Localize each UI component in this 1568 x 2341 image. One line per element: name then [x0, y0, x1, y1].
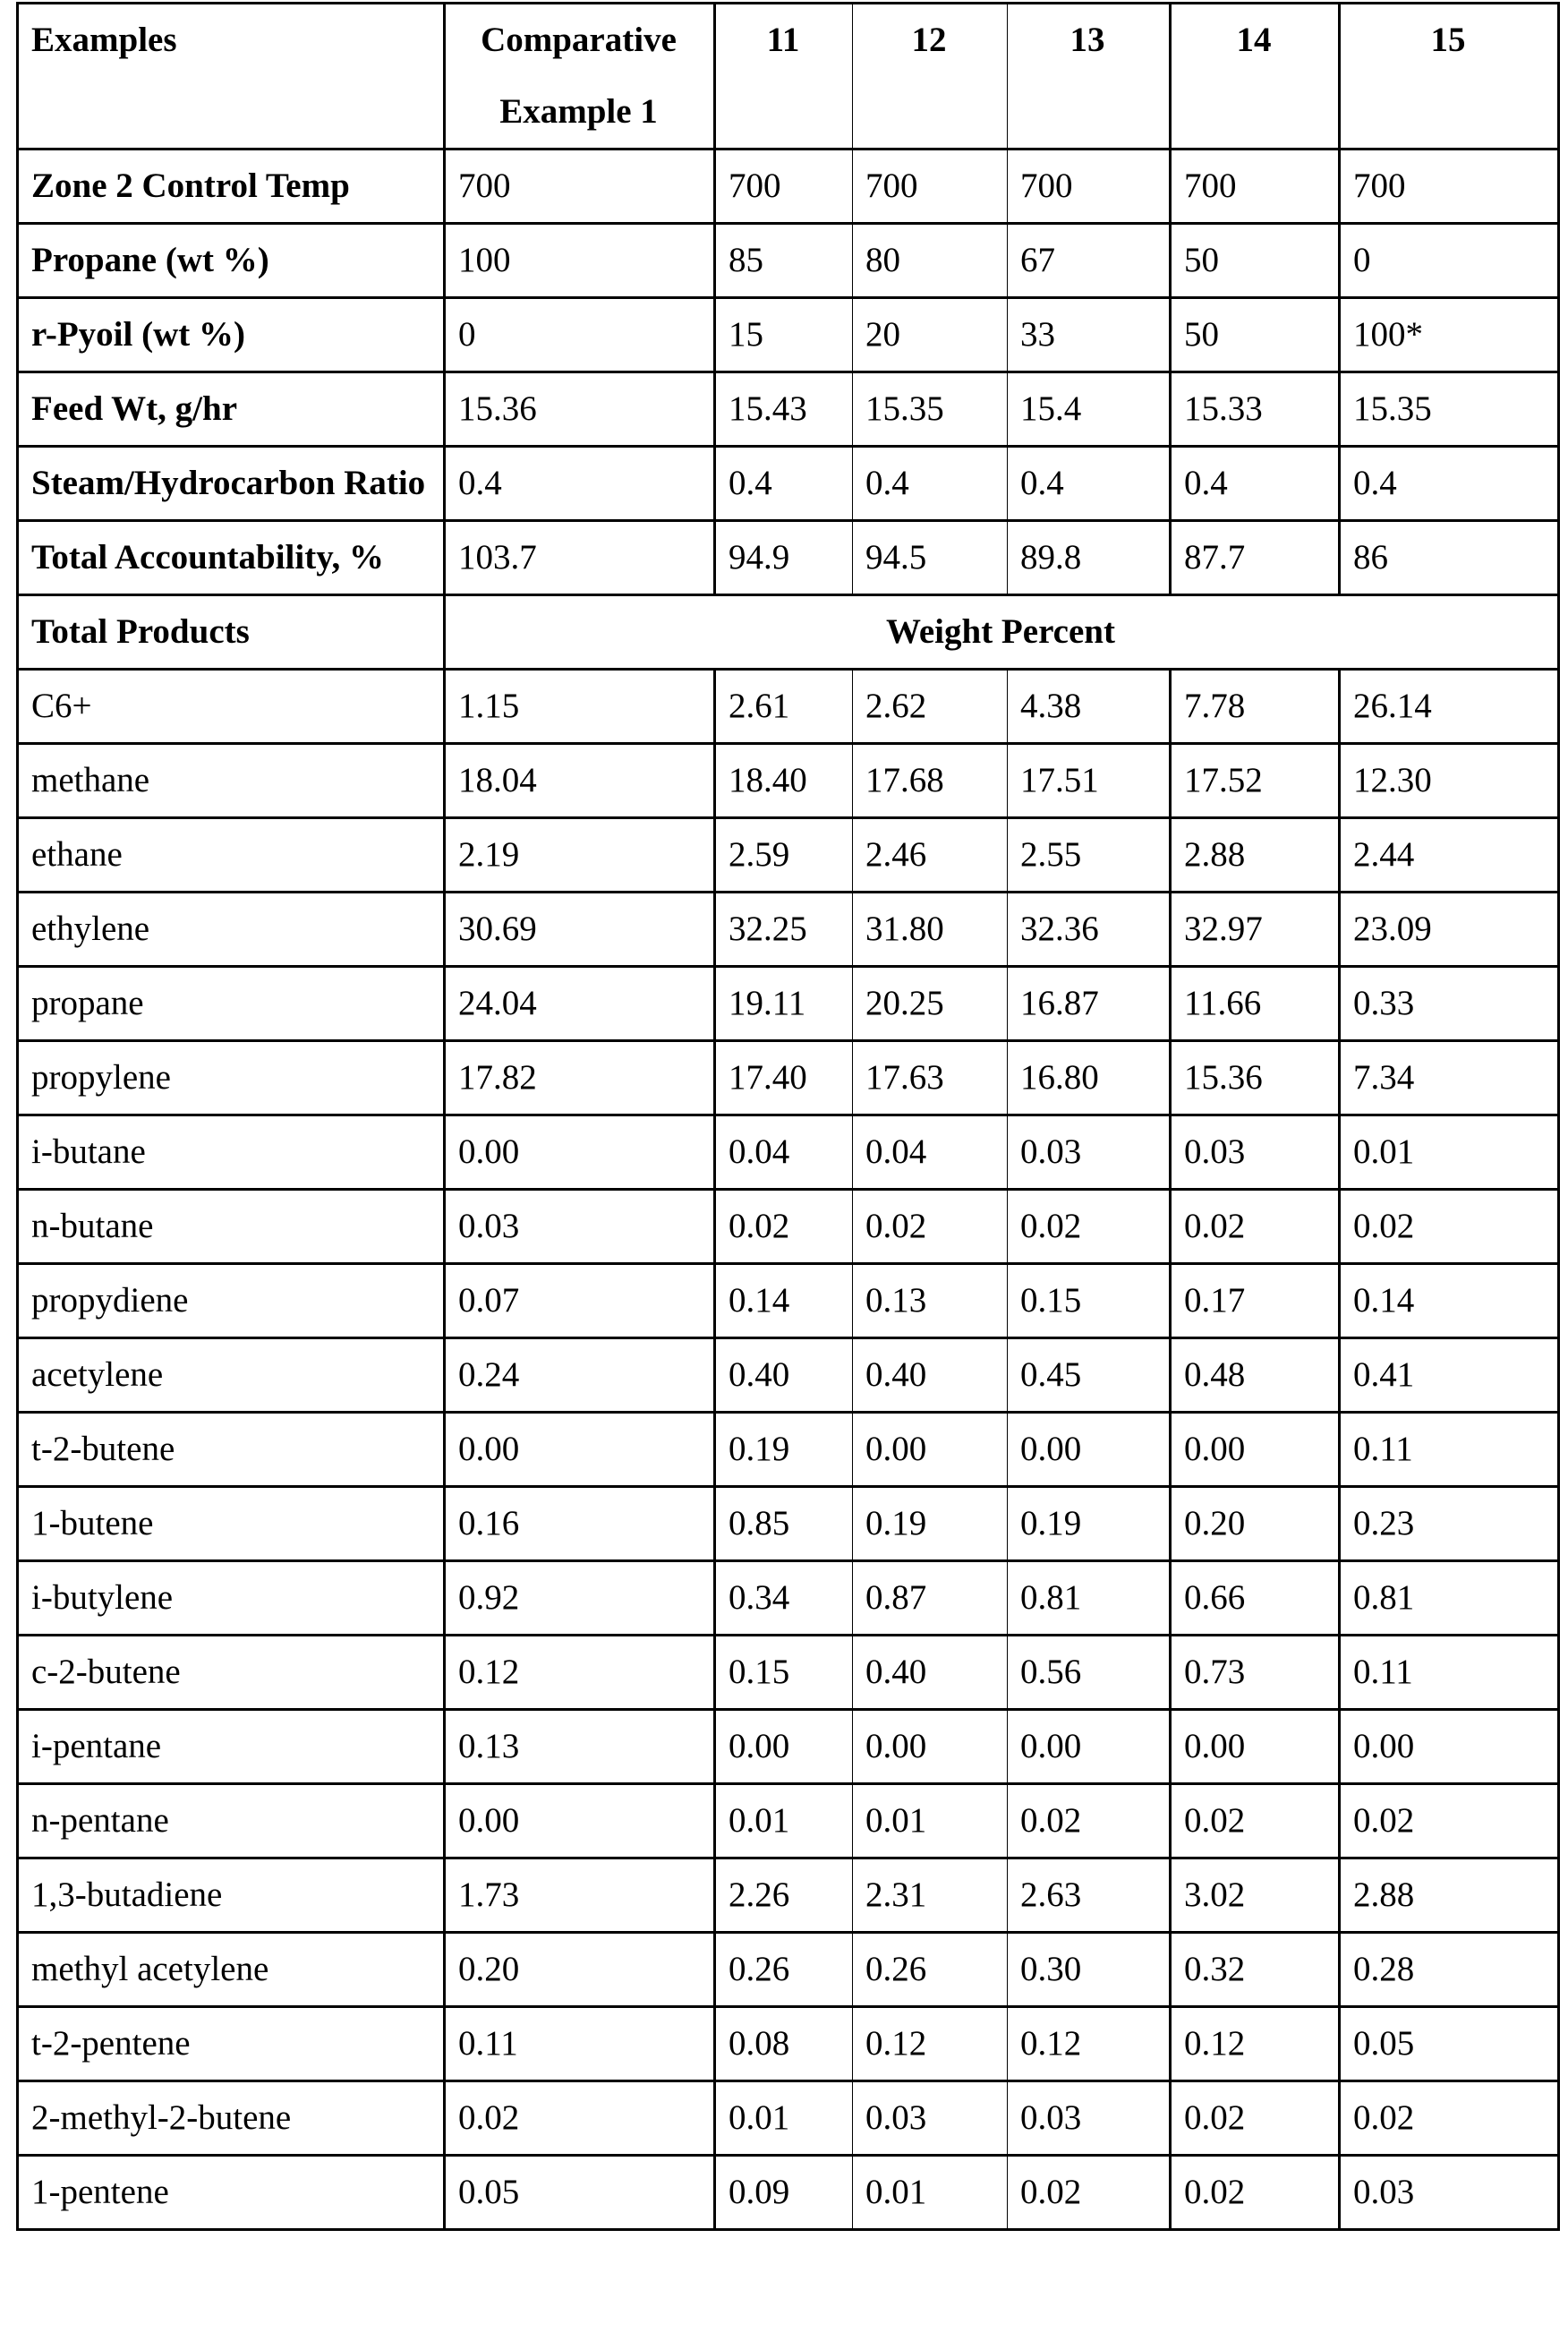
- table-body: [18, 4, 1559, 2230]
- table-row: [18, 818, 1559, 893]
- header-row: [18, 4, 1559, 150]
- cell-value: 16.87: [1008, 967, 1171, 1041]
- cell-value: 0.04: [853, 1115, 1008, 1190]
- column-header: 15: [1340, 4, 1559, 150]
- cell-value: 87.7: [1171, 521, 1340, 595]
- cell-value: 32.97: [1171, 893, 1340, 967]
- cell-value: 0.12: [853, 2007, 1008, 2081]
- cell-value: 0.11: [445, 2007, 715, 2081]
- product-name: 1,3-butadiene: [18, 1858, 445, 1933]
- cell-value: 15: [715, 298, 853, 372]
- condition-row: [18, 298, 1559, 372]
- cell-value: 0.4: [445, 447, 715, 521]
- cell-value: 0.00: [445, 1784, 715, 1858]
- table-row: [18, 1115, 1559, 1190]
- table-row: [18, 1933, 1559, 2007]
- cell-value: 0.12: [1008, 2007, 1171, 2081]
- cell-value: 2.88: [1171, 818, 1340, 893]
- cell-value: 700: [715, 150, 853, 224]
- cell-value: 0.41: [1340, 1338, 1559, 1413]
- product-name: i-butylene: [18, 1561, 445, 1636]
- cell-value: 0.26: [715, 1933, 853, 2007]
- cell-value: 0.12: [445, 1636, 715, 1710]
- cell-value: 700: [1340, 150, 1559, 224]
- cell-value: 24.04: [445, 967, 715, 1041]
- cell-value: 0.02: [445, 2081, 715, 2156]
- examples-table: [16, 2, 1560, 2231]
- cell-value: 15.35: [853, 372, 1008, 447]
- product-name: 1-pentene: [18, 2156, 445, 2230]
- cell-value: 0.19: [853, 1487, 1008, 1561]
- row-label: r-Pyoil (wt %): [18, 298, 445, 372]
- cell-value: 0.01: [1340, 1115, 1559, 1190]
- column-header: Comparative Example 1: [445, 4, 715, 150]
- cell-value: 0.4: [1008, 447, 1171, 521]
- cell-value: 0.11: [1340, 1413, 1559, 1487]
- cell-value: 700: [445, 150, 715, 224]
- cell-value: 0.00: [1171, 1413, 1340, 1487]
- cell-value: 0.13: [853, 1264, 1008, 1338]
- cell-value: 31.80: [853, 893, 1008, 967]
- cell-value: 17.68: [853, 744, 1008, 818]
- product-name: n-pentane: [18, 1784, 445, 1858]
- column-header: 14: [1171, 4, 1340, 150]
- cell-value: 7.34: [1340, 1041, 1559, 1115]
- cell-value: 0.00: [715, 1710, 853, 1784]
- cell-value: 50: [1171, 224, 1340, 298]
- table-row: [18, 1487, 1559, 1561]
- cell-value: 1.15: [445, 670, 715, 744]
- cell-value: 0.00: [1171, 1710, 1340, 1784]
- cell-value: 0.40: [715, 1338, 853, 1413]
- header-label: Examples: [18, 4, 445, 150]
- product-name: n-butane: [18, 1190, 445, 1264]
- cell-value: 80: [853, 224, 1008, 298]
- table-row: [18, 1710, 1559, 1784]
- cell-value: 0.00: [853, 1710, 1008, 1784]
- cell-value: 2.46: [853, 818, 1008, 893]
- cell-value: 0.01: [715, 2081, 853, 2156]
- cell-value: 15.4: [1008, 372, 1171, 447]
- cell-value: 17.82: [445, 1041, 715, 1115]
- cell-value: 0.03: [445, 1190, 715, 1264]
- cell-value: 0.01: [853, 2156, 1008, 2230]
- product-name: i-pentane: [18, 1710, 445, 1784]
- cell-value: 0.20: [445, 1933, 715, 2007]
- cell-value: 0.19: [715, 1413, 853, 1487]
- row-label: Zone 2 Control Temp: [18, 150, 445, 224]
- product-name: propane: [18, 967, 445, 1041]
- cell-value: 0.30: [1008, 1933, 1171, 2007]
- cell-value: 94.5: [853, 521, 1008, 595]
- cell-value: 0.40: [853, 1636, 1008, 1710]
- cell-value: 0.00: [445, 1115, 715, 1190]
- table-row: [18, 1636, 1559, 1710]
- table-row: [18, 967, 1559, 1041]
- cell-value: 100: [445, 224, 715, 298]
- cell-value: 0.11: [1340, 1636, 1559, 1710]
- cell-value: 0.48: [1171, 1338, 1340, 1413]
- product-name: t-2-pentene: [18, 2007, 445, 2081]
- cell-value: 2.61: [715, 670, 853, 744]
- cell-value: 16.80: [1008, 1041, 1171, 1115]
- cell-value: 0.81: [1340, 1561, 1559, 1636]
- cell-value: 33: [1008, 298, 1171, 372]
- cell-value: 89.8: [1008, 521, 1171, 595]
- column-header: 11: [715, 4, 853, 150]
- cell-value: 67: [1008, 224, 1171, 298]
- table-row: [18, 1784, 1559, 1858]
- cell-value: 11.66: [1171, 967, 1340, 1041]
- cell-value: 0.4: [715, 447, 853, 521]
- cell-value: 0.02: [853, 1190, 1008, 1264]
- cell-value: 20: [853, 298, 1008, 372]
- cell-value: 0.28: [1340, 1933, 1559, 2007]
- cell-value: 0.19: [1008, 1487, 1171, 1561]
- cell-value: 0.87: [853, 1561, 1008, 1636]
- condition-row: [18, 150, 1559, 224]
- cell-value: 18.04: [445, 744, 715, 818]
- table-row: [18, 2156, 1559, 2230]
- cell-value: 17.52: [1171, 744, 1340, 818]
- cell-value: 0: [445, 298, 715, 372]
- cell-value: 2.26: [715, 1858, 853, 1933]
- table-row: [18, 1561, 1559, 1636]
- product-name: i-butane: [18, 1115, 445, 1190]
- cell-value: 86: [1340, 521, 1559, 595]
- cell-value: 2.59: [715, 818, 853, 893]
- cell-value: 4.38: [1008, 670, 1171, 744]
- cell-value: 0.07: [445, 1264, 715, 1338]
- cell-value: 0.01: [715, 1784, 853, 1858]
- cell-value: 0.45: [1008, 1338, 1171, 1413]
- product-name: methyl acetylene: [18, 1933, 445, 2007]
- cell-value: 15.35: [1340, 372, 1559, 447]
- cell-value: 0: [1340, 224, 1559, 298]
- cell-value: 0.09: [715, 2156, 853, 2230]
- cell-value: 0.85: [715, 1487, 853, 1561]
- cell-value: 15.33: [1171, 372, 1340, 447]
- cell-value: 1.73: [445, 1858, 715, 1933]
- cell-value: 0.12: [1171, 2007, 1340, 2081]
- cell-value: 0.05: [1340, 2007, 1559, 2081]
- table-row: [18, 1338, 1559, 1413]
- cell-value: 0.4: [853, 447, 1008, 521]
- cell-value: 0.23: [1340, 1487, 1559, 1561]
- cell-value: 0.02: [715, 1190, 853, 1264]
- product-name: ethylene: [18, 893, 445, 967]
- cell-value: 0.33: [1340, 967, 1559, 1041]
- cell-value: 32.25: [715, 893, 853, 967]
- table-row: [18, 2081, 1559, 2156]
- cell-value: 0.66: [1171, 1561, 1340, 1636]
- products-header-row: [18, 595, 1559, 670]
- table-row: [18, 893, 1559, 967]
- cell-value: 2.55: [1008, 818, 1171, 893]
- cell-value: 3.02: [1171, 1858, 1340, 1933]
- products-label: Total Products: [18, 595, 445, 670]
- cell-value: 26.14: [1340, 670, 1559, 744]
- cell-value: 0.02: [1340, 1784, 1559, 1858]
- cell-value: 100*: [1340, 298, 1559, 372]
- cell-value: 30.69: [445, 893, 715, 967]
- cell-value: 0.14: [1340, 1264, 1559, 1338]
- cell-value: 7.78: [1171, 670, 1340, 744]
- table-row: [18, 744, 1559, 818]
- table-row: [18, 1190, 1559, 1264]
- product-name: ethane: [18, 818, 445, 893]
- cell-value: 85: [715, 224, 853, 298]
- cell-value: 0.34: [715, 1561, 853, 1636]
- table-row: [18, 1264, 1559, 1338]
- cell-value: 700: [1171, 150, 1340, 224]
- cell-value: 2.63: [1008, 1858, 1171, 1933]
- cell-value: 0.13: [445, 1710, 715, 1784]
- product-name: propylene: [18, 1041, 445, 1115]
- product-name: 1-butene: [18, 1487, 445, 1561]
- row-label: Steam/Hydrocarbon Ratio: [18, 447, 445, 521]
- cell-value: 0.40: [853, 1338, 1008, 1413]
- cell-value: 103.7: [445, 521, 715, 595]
- cell-value: 0.02: [1171, 2081, 1340, 2156]
- cell-value: 0.02: [1171, 1190, 1340, 1264]
- cell-value: 0.00: [1008, 1710, 1171, 1784]
- table-row: [18, 1858, 1559, 1933]
- cell-value: 0.02: [1008, 1784, 1171, 1858]
- cell-value: 0.01: [853, 1784, 1008, 1858]
- product-name: acetylene: [18, 1338, 445, 1413]
- cell-value: 2.19: [445, 818, 715, 893]
- column-header: 13: [1008, 4, 1171, 150]
- cell-value: 0.26: [853, 1933, 1008, 2007]
- product-name: C6+: [18, 670, 445, 744]
- cell-value: 17.51: [1008, 744, 1171, 818]
- cell-value: 12.30: [1340, 744, 1559, 818]
- cell-value: 50: [1171, 298, 1340, 372]
- cell-value: 0.03: [1340, 2156, 1559, 2230]
- cell-value: 700: [853, 150, 1008, 224]
- condition-row: [18, 521, 1559, 595]
- cell-value: 15.43: [715, 372, 853, 447]
- cell-value: 0.15: [715, 1636, 853, 1710]
- cell-value: 0.56: [1008, 1636, 1171, 1710]
- cell-value: 0.03: [853, 2081, 1008, 2156]
- cell-value: 0.16: [445, 1487, 715, 1561]
- cell-value: 94.9: [715, 521, 853, 595]
- cell-value: 15.36: [1171, 1041, 1340, 1115]
- condition-row: [18, 224, 1559, 298]
- cell-value: 0.02: [1340, 2081, 1559, 2156]
- product-name: t-2-butene: [18, 1413, 445, 1487]
- row-label: Feed Wt, g/hr: [18, 372, 445, 447]
- product-name: methane: [18, 744, 445, 818]
- weight-percent-header: Weight Percent: [445, 595, 1559, 670]
- cell-value: 0.05: [445, 2156, 715, 2230]
- cell-value: 23.09: [1340, 893, 1559, 967]
- product-name: 2-methyl-2-butene: [18, 2081, 445, 2156]
- cell-value: 0.4: [1171, 447, 1340, 521]
- column-header: 12: [853, 4, 1008, 150]
- cell-value: 0.03: [1171, 1115, 1340, 1190]
- cell-value: 0.02: [1171, 2156, 1340, 2230]
- table-row: [18, 670, 1559, 744]
- cell-value: 0.17: [1171, 1264, 1340, 1338]
- cell-value: 0.4: [1340, 447, 1559, 521]
- cell-value: 32.36: [1008, 893, 1171, 967]
- cell-value: 17.63: [853, 1041, 1008, 1115]
- cell-value: 0.02: [1340, 1190, 1559, 1264]
- cell-value: 0.20: [1171, 1487, 1340, 1561]
- cell-value: 0.14: [715, 1264, 853, 1338]
- cell-value: 0.00: [1340, 1710, 1559, 1784]
- table-row: [18, 1413, 1559, 1487]
- cell-value: 0.02: [1008, 1190, 1171, 1264]
- cell-value: 0.02: [1008, 2156, 1171, 2230]
- cell-value: 0.92: [445, 1561, 715, 1636]
- cell-value: 0.32: [1171, 1933, 1340, 2007]
- cell-value: 0.03: [1008, 2081, 1171, 2156]
- cell-value: 0.15: [1008, 1264, 1171, 1338]
- cell-value: 0.02: [1171, 1784, 1340, 1858]
- condition-row: [18, 447, 1559, 521]
- cell-value: 0.73: [1171, 1636, 1340, 1710]
- cell-value: 0.00: [1008, 1413, 1171, 1487]
- cell-value: 0.03: [1008, 1115, 1171, 1190]
- cell-value: 0.00: [445, 1413, 715, 1487]
- cell-value: 2.44: [1340, 818, 1559, 893]
- cell-value: 2.62: [853, 670, 1008, 744]
- cell-value: 0.81: [1008, 1561, 1171, 1636]
- cell-value: 19.11: [715, 967, 853, 1041]
- cell-value: 2.88: [1340, 1858, 1559, 1933]
- cell-value: 17.40: [715, 1041, 853, 1115]
- row-label: Total Accountability, %: [18, 521, 445, 595]
- cell-value: 20.25: [853, 967, 1008, 1041]
- cell-value: 2.31: [853, 1858, 1008, 1933]
- condition-row: [18, 372, 1559, 447]
- cell-value: 15.36: [445, 372, 715, 447]
- cell-value: 0.04: [715, 1115, 853, 1190]
- cell-value: 700: [1008, 150, 1171, 224]
- cell-value: 18.40: [715, 744, 853, 818]
- cell-value: 0.08: [715, 2007, 853, 2081]
- table-row: [18, 2007, 1559, 2081]
- cell-value: 0.00: [853, 1413, 1008, 1487]
- cell-value: 0.24: [445, 1338, 715, 1413]
- product-name: propydiene: [18, 1264, 445, 1338]
- row-label: Propane (wt %): [18, 224, 445, 298]
- table-row: [18, 1041, 1559, 1115]
- product-name: c-2-butene: [18, 1636, 445, 1710]
